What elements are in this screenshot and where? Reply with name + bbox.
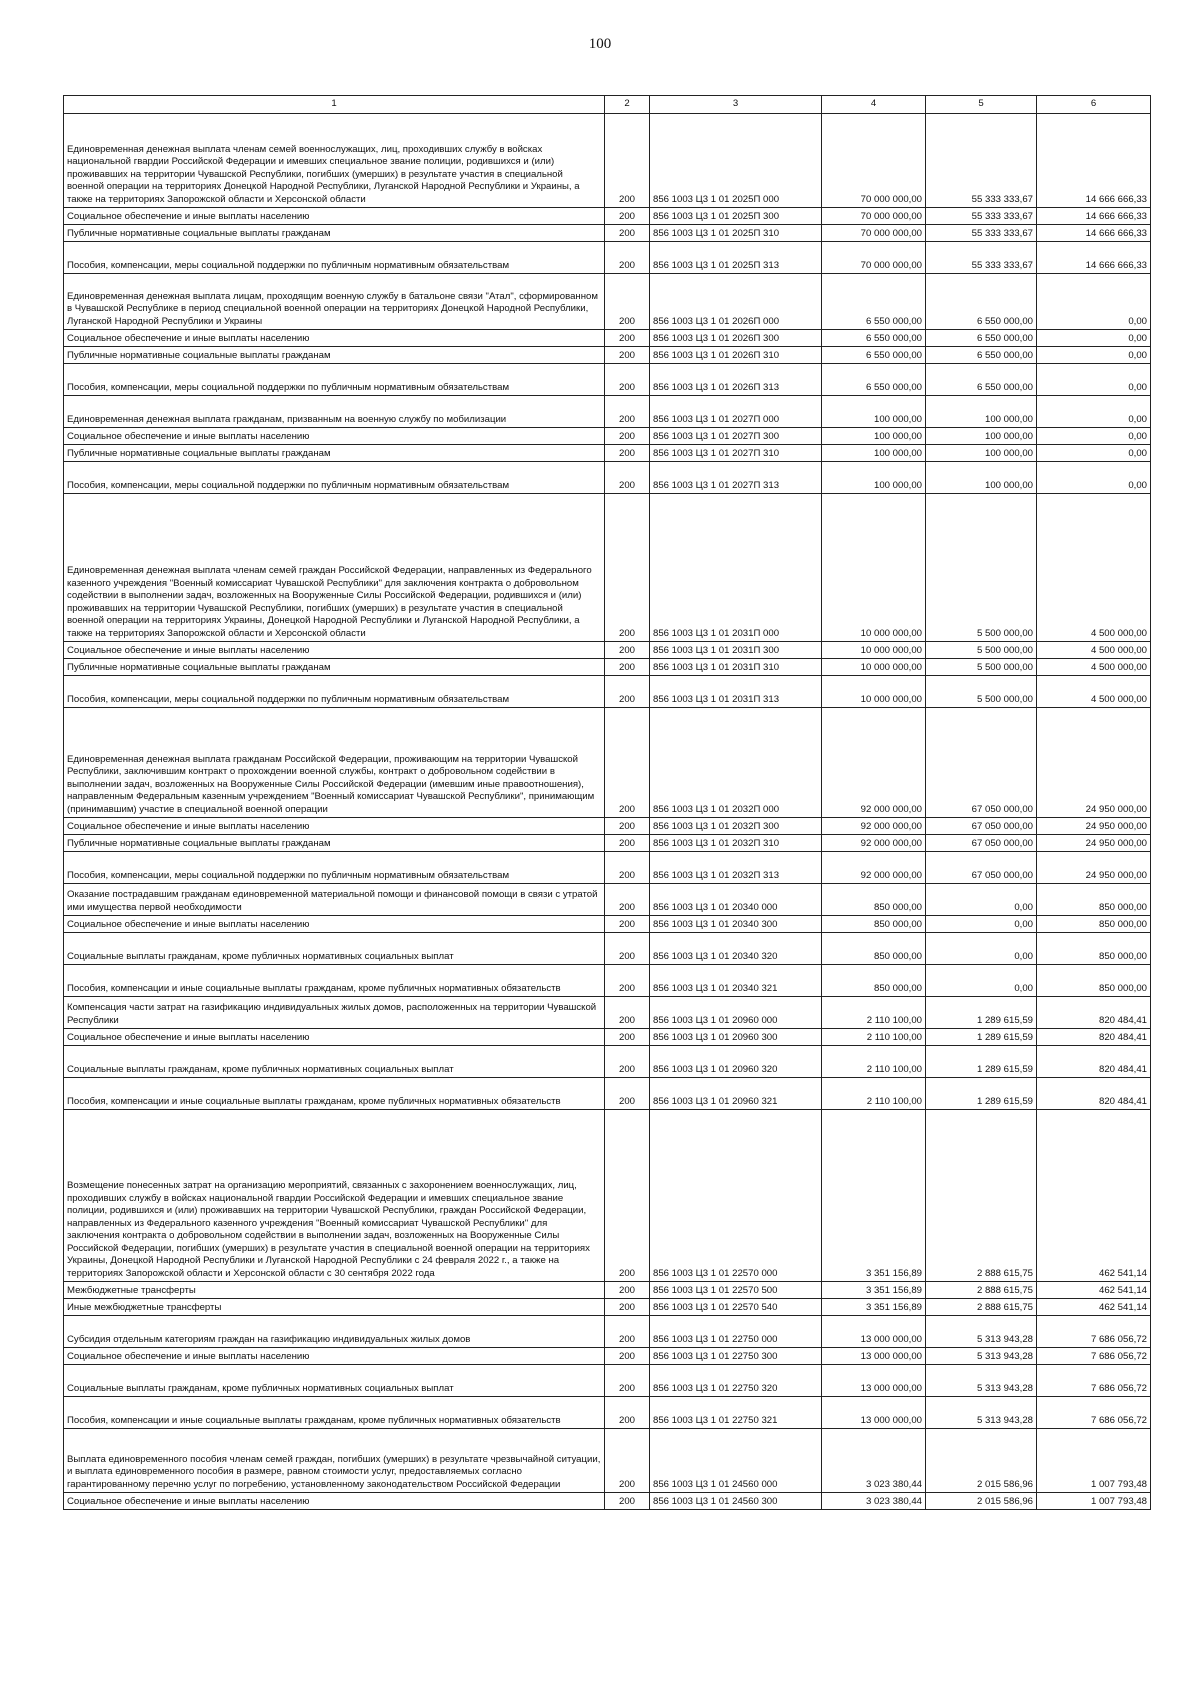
row-value-col4: 70 000 000,00 — [822, 208, 926, 225]
row-value-col4: 3 351 156,89 — [822, 1299, 926, 1316]
table-row — [64, 330, 1151, 347]
row-code: 200 — [605, 242, 650, 274]
table-row — [64, 494, 1151, 642]
row-kbk: 856 1003 Ц3 1 01 2027П 313 — [650, 462, 822, 494]
header-col-1: 1 — [64, 96, 605, 114]
row-name: Единовременная денежная выплата гражданам Российской Федерации, проживающим на территории Чувашской Республики, заключившим контракт о прохождении военной службы, контракт о добровольном содействии в выполнении задач, возложенных на Вооруженные Силы Российской Федерации (имевшим иные правоотношения), направленным Федеральным казенным учреждением "Военный комиссариат Чувашской Республики", принимающим (принимавшим) участие в специальной военной операции — [64, 708, 605, 818]
row-code: 200 — [605, 225, 650, 242]
row-value-col6: 0,00 — [1037, 274, 1151, 330]
row-value-col4: 92 000 000,00 — [822, 852, 926, 884]
row-name: Пособия, компенсации и иные социальные выплаты гражданам, кроме публичных нормативных обязательств — [64, 1078, 605, 1110]
row-code: 200 — [605, 1299, 650, 1316]
row-name: Социальное обеспечение и иные выплаты населению — [64, 428, 605, 445]
row-code: 200 — [605, 1348, 650, 1365]
row-value-col4: 10 000 000,00 — [822, 676, 926, 708]
row-code: 200 — [605, 396, 650, 428]
table-row — [64, 1348, 1151, 1365]
row-value-col5: 55 333 333,67 — [926, 225, 1037, 242]
row-value-col6: 14 666 666,33 — [1037, 242, 1151, 274]
row-name: Социальное обеспечение и иные выплаты населению — [64, 916, 605, 933]
row-code: 200 — [605, 330, 650, 347]
row-value-col6: 0,00 — [1037, 428, 1151, 445]
row-code: 200 — [605, 1110, 650, 1282]
row-name: Социальное обеспечение и иные выплаты населению — [64, 330, 605, 347]
row-value-col4: 2 110 100,00 — [822, 1046, 926, 1078]
row-kbk: 856 1003 Ц3 1 01 2031П 310 — [650, 659, 822, 676]
row-value-col6: 0,00 — [1037, 330, 1151, 347]
row-kbk: 856 1003 Ц3 1 01 2031П 300 — [650, 642, 822, 659]
row-kbk: 856 1003 Ц3 1 01 22750 000 — [650, 1316, 822, 1348]
row-value-col4: 850 000,00 — [822, 965, 926, 997]
row-value-col4: 70 000 000,00 — [822, 225, 926, 242]
row-value-col6: 4 500 000,00 — [1037, 494, 1151, 642]
row-kbk: 856 1003 Ц3 1 01 2025П 300 — [650, 208, 822, 225]
row-value-col4: 2 110 100,00 — [822, 997, 926, 1029]
row-name: Единовременная денежная выплата членам семей граждан Российской Федерации, направленных из Федерального казенного учреждения "Военный комиссариат Чувашской Республики" для заключения контракта о добровольном содействии в выполнении задач, возложенных на Вооруженные Силы Российской Федерации, родившихся и (или) проживавших на территории Чувашской Республики, погибших (умерших) в результате участия в специальной военной операции на территориях Украины, Донецкой Народной Республики и Луганской Народной Республики, а также на территориях Запорожской области и Херсонской области — [64, 494, 605, 642]
row-value-col6: 0,00 — [1037, 396, 1151, 428]
table-row — [64, 225, 1151, 242]
row-value-col4: 6 550 000,00 — [822, 347, 926, 364]
row-value-col4: 100 000,00 — [822, 445, 926, 462]
row-value-col4: 850 000,00 — [822, 884, 926, 916]
header-col-5: 5 — [926, 96, 1037, 114]
row-kbk: 856 1003 Ц3 1 01 2032П 000 — [650, 708, 822, 818]
row-name: Социальные выплаты гражданам, кроме публичных нормативных социальных выплат — [64, 1365, 605, 1397]
row-code: 200 — [605, 708, 650, 818]
table-row — [64, 1282, 1151, 1299]
row-value-col6: 7 686 056,72 — [1037, 1316, 1151, 1348]
row-kbk: 856 1003 Ц3 1 01 20340 321 — [650, 965, 822, 997]
row-name: Межбюджетные трансферты — [64, 1282, 605, 1299]
row-kbk: 856 1003 Ц3 1 01 20960 321 — [650, 1078, 822, 1110]
row-name: Социальные выплаты гражданам, кроме публичных нормативных социальных выплат — [64, 1046, 605, 1078]
row-value-col5: 2 888 615,75 — [926, 1110, 1037, 1282]
row-code: 200 — [605, 884, 650, 916]
row-name: Пособия, компенсации, меры социальной поддержки по публичным нормативным обязательствам — [64, 462, 605, 494]
row-name: Субсидия отдельным категориям граждан на газификацию индивидуальных жилых домов — [64, 1316, 605, 1348]
header-col-6: 6 — [1037, 96, 1151, 114]
table-row — [64, 1110, 1151, 1282]
table-row — [64, 1029, 1151, 1046]
row-kbk: 856 1003 Ц3 1 01 2027П 310 — [650, 445, 822, 462]
row-value-col4: 100 000,00 — [822, 462, 926, 494]
row-code: 200 — [605, 1365, 650, 1397]
row-kbk: 856 1003 Ц3 1 01 22750 320 — [650, 1365, 822, 1397]
row-code: 200 — [605, 642, 650, 659]
table-row — [64, 965, 1151, 997]
row-code: 200 — [605, 274, 650, 330]
row-name: Пособия, компенсации, меры социальной поддержки по публичным нормативным обязательствам — [64, 676, 605, 708]
row-code: 200 — [605, 835, 650, 852]
row-code: 200 — [605, 676, 650, 708]
row-value-col4: 100 000,00 — [822, 428, 926, 445]
table-body — [64, 114, 1151, 1510]
budget-table — [63, 95, 1151, 1510]
table-row — [64, 1046, 1151, 1078]
row-name: Социальное обеспечение и иные выплаты населению — [64, 642, 605, 659]
row-value-col4: 10 000 000,00 — [822, 659, 926, 676]
table-row — [64, 1397, 1151, 1429]
row-name: Оказание пострадавшим гражданам единовременной материальной помощи и финансовой помощи в связи с утратой ими имущества первой необходимости — [64, 884, 605, 916]
row-code: 200 — [605, 1397, 650, 1429]
row-value-col6: 820 484,41 — [1037, 1029, 1151, 1046]
row-value-col5: 100 000,00 — [926, 462, 1037, 494]
row-value-col4: 2 110 100,00 — [822, 1078, 926, 1110]
row-value-col4: 6 550 000,00 — [822, 330, 926, 347]
row-value-col6: 820 484,41 — [1037, 1078, 1151, 1110]
row-value-col6: 0,00 — [1037, 347, 1151, 364]
table-row — [64, 274, 1151, 330]
row-value-col6: 4 500 000,00 — [1037, 676, 1151, 708]
table-row — [64, 659, 1151, 676]
row-value-col5: 1 289 615,59 — [926, 997, 1037, 1029]
row-value-col5: 1 289 615,59 — [926, 1078, 1037, 1110]
table-row — [64, 364, 1151, 396]
row-value-col5: 100 000,00 — [926, 396, 1037, 428]
row-kbk: 856 1003 Ц3 1 01 24560 300 — [650, 1493, 822, 1510]
row-value-col6: 0,00 — [1037, 364, 1151, 396]
row-value-col5: 1 289 615,59 — [926, 1046, 1037, 1078]
row-kbk: 856 1003 Ц3 1 01 2031П 000 — [650, 494, 822, 642]
row-kbk: 856 1003 Ц3 1 01 2031П 313 — [650, 676, 822, 708]
row-value-col6: 7 686 056,72 — [1037, 1397, 1151, 1429]
row-kbk: 856 1003 Ц3 1 01 22570 540 — [650, 1299, 822, 1316]
row-code: 200 — [605, 1029, 650, 1046]
row-kbk: 856 1003 Ц3 1 01 22570 000 — [650, 1110, 822, 1282]
table-row — [64, 916, 1151, 933]
table-row — [64, 208, 1151, 225]
row-name: Пособия, компенсации, меры социальной поддержки по публичным нормативным обязательствам — [64, 242, 605, 274]
row-name: Пособия, компенсации и иные социальные выплаты гражданам, кроме публичных нормативных обязательств — [64, 1397, 605, 1429]
row-name: Пособия, компенсации, меры социальной поддержки по публичным нормативным обязательствам — [64, 852, 605, 884]
header-col-2: 2 — [605, 96, 650, 114]
row-value-col6: 462 541,14 — [1037, 1110, 1151, 1282]
row-value-col6: 24 950 000,00 — [1037, 835, 1151, 852]
row-kbk: 856 1003 Ц3 1 01 20960 320 — [650, 1046, 822, 1078]
row-value-col6: 4 500 000,00 — [1037, 659, 1151, 676]
row-value-col5: 55 333 333,67 — [926, 242, 1037, 274]
table-row — [64, 997, 1151, 1029]
row-value-col4: 3 351 156,89 — [822, 1282, 926, 1299]
row-kbk: 856 1003 Ц3 1 01 20340 000 — [650, 884, 822, 916]
row-kbk: 856 1003 Ц3 1 01 22570 500 — [650, 1282, 822, 1299]
row-code: 200 — [605, 1078, 650, 1110]
row-name: Компенсация части затрат на газификацию индивидуальных жилых домов, расположенных на территории Чувашской Республики — [64, 997, 605, 1029]
row-code: 200 — [605, 916, 650, 933]
row-value-col6: 462 541,14 — [1037, 1282, 1151, 1299]
row-value-col5: 5 500 000,00 — [926, 642, 1037, 659]
row-value-col4: 3 023 380,44 — [822, 1493, 926, 1510]
row-name: Возмещение понесенных затрат на организацию мероприятий, связанных с захоронением военнослужащих, лиц, проходивших службу в войсках национальной гвардии Российской Федерации и имевших специальное звание полиции, родившихся и (или) проживавших на территории Чувашской Республики, граждан Российской Федерации, направленных из Федерального казенного учреждения "Военный комиссариат Чувашской Республики" для заключения контракта о добровольном содействии в выполнении задач, возложенных на Вооруженные Силы Российской Федерации, погибших (умерших) в результате участия в специальной военной операции на территориях Украины, Донецкой Народной Республики и Луганской Народной Республики с 24 февраля 2022 г., а также на территориях Запорожской области и Херсонской области с 30 сентября 2022 года — [64, 1110, 605, 1282]
row-value-col5: 5 313 943,28 — [926, 1397, 1037, 1429]
row-value-col4: 10 000 000,00 — [822, 642, 926, 659]
row-kbk: 856 1003 Ц3 1 01 2026П 300 — [650, 330, 822, 347]
row-value-col5: 2 888 615,75 — [926, 1299, 1037, 1316]
row-code: 200 — [605, 965, 650, 997]
row-value-col4: 6 550 000,00 — [822, 274, 926, 330]
table-row — [64, 884, 1151, 916]
table-row — [64, 347, 1151, 364]
row-value-col5: 6 550 000,00 — [926, 364, 1037, 396]
row-name: Публичные нормативные социальные выплаты гражданам — [64, 347, 605, 364]
row-value-col4: 13 000 000,00 — [822, 1348, 926, 1365]
row-code: 200 — [605, 818, 650, 835]
row-value-col4: 92 000 000,00 — [822, 708, 926, 818]
row-value-col5: 1 289 615,59 — [926, 1029, 1037, 1046]
row-code: 200 — [605, 1316, 650, 1348]
row-name: Социальное обеспечение и иные выплаты населению — [64, 818, 605, 835]
row-code: 200 — [605, 494, 650, 642]
row-value-col6: 850 000,00 — [1037, 933, 1151, 965]
row-code: 200 — [605, 462, 650, 494]
row-value-col6: 7 686 056,72 — [1037, 1365, 1151, 1397]
row-value-col4: 92 000 000,00 — [822, 835, 926, 852]
row-value-col6: 24 950 000,00 — [1037, 818, 1151, 835]
header-row — [64, 96, 1151, 114]
row-value-col5: 5 313 943,28 — [926, 1316, 1037, 1348]
row-value-col4: 13 000 000,00 — [822, 1316, 926, 1348]
row-value-col5: 6 550 000,00 — [926, 274, 1037, 330]
row-code: 200 — [605, 364, 650, 396]
row-code: 200 — [605, 114, 650, 208]
row-name: Публичные нормативные социальные выплаты гражданам — [64, 835, 605, 852]
row-kbk: 856 1003 Ц3 1 01 2032П 300 — [650, 818, 822, 835]
row-value-col6: 850 000,00 — [1037, 916, 1151, 933]
row-value-col5: 2 015 586,96 — [926, 1493, 1037, 1510]
row-kbk: 856 1003 Ц3 1 01 22750 321 — [650, 1397, 822, 1429]
row-value-col4: 13 000 000,00 — [822, 1365, 926, 1397]
row-kbk: 856 1003 Ц3 1 01 2026П 000 — [650, 274, 822, 330]
table-row — [64, 462, 1151, 494]
table-row — [64, 242, 1151, 274]
row-kbk: 856 1003 Ц3 1 01 2027П 000 — [650, 396, 822, 428]
row-value-col4: 70 000 000,00 — [822, 114, 926, 208]
row-value-col5: 100 000,00 — [926, 445, 1037, 462]
row-value-col4: 3 351 156,89 — [822, 1110, 926, 1282]
row-name: Единовременная денежная выплата членам семей военнослужащих, лиц, проходивших службу в войсках национальной гвардии Российской Федерации и имевших специальное звание полиции, родившихся и (или) проживавших на территории Чувашской Республики, погибших (умерших) в результате участия в специальной военной операции на территориях Донецкой Народной Республики, Луганской Народной Республики и Украины, а также на территориях Запорожской области и Херсонской области — [64, 114, 605, 208]
row-value-col4: 2 110 100,00 — [822, 1029, 926, 1046]
row-value-col5: 5 500 000,00 — [926, 659, 1037, 676]
table-row — [64, 114, 1151, 208]
row-name: Выплата единовременного пособия членам семей граждан, погибших (умерших) в результате чрезвычайной ситуации, и выплата единовременного пособия в размере, равном стоимости услуг, предоставляемых согласно гарантированному перечню услуг по погребению, установленному законодательством Российской Федерации — [64, 1429, 605, 1493]
row-code: 200 — [605, 852, 650, 884]
row-value-col6: 7 686 056,72 — [1037, 1348, 1151, 1365]
row-name: Социальные выплаты гражданам, кроме публичных нормативных социальных выплат — [64, 933, 605, 965]
row-value-col5: 67 050 000,00 — [926, 852, 1037, 884]
row-code: 200 — [605, 1046, 650, 1078]
row-code: 200 — [605, 933, 650, 965]
table-row — [64, 835, 1151, 852]
row-kbk: 856 1003 Ц3 1 01 2032П 310 — [650, 835, 822, 852]
row-value-col6: 4 500 000,00 — [1037, 642, 1151, 659]
row-value-col6: 24 950 000,00 — [1037, 852, 1151, 884]
row-value-col6: 850 000,00 — [1037, 965, 1151, 997]
table-row — [64, 1299, 1151, 1316]
row-value-col4: 70 000 000,00 — [822, 242, 926, 274]
row-value-col4: 92 000 000,00 — [822, 818, 926, 835]
row-code: 200 — [605, 1429, 650, 1493]
row-kbk: 856 1003 Ц3 1 01 2026П 313 — [650, 364, 822, 396]
page-number: 100 — [588, 36, 612, 52]
row-value-col5: 0,00 — [926, 965, 1037, 997]
row-value-col6: 1 007 793,48 — [1037, 1493, 1151, 1510]
row-kbk: 856 1003 Ц3 1 01 2027П 300 — [650, 428, 822, 445]
table-row — [64, 1078, 1151, 1110]
row-value-col4: 10 000 000,00 — [822, 494, 926, 642]
row-name: Единовременная денежная выплата лицам, проходящим военную службу в батальоне связи "Атал", сформированном в Чувашской Республике в период специальной военной операции на территориях Донецкой Народной Республики, Луганской Народной Республики и Украины — [64, 274, 605, 330]
row-value-col6: 820 484,41 — [1037, 1046, 1151, 1078]
row-kbk: 856 1003 Ц3 1 01 20960 000 — [650, 997, 822, 1029]
row-value-col5: 0,00 — [926, 916, 1037, 933]
row-kbk: 856 1003 Ц3 1 01 20340 300 — [650, 916, 822, 933]
row-code: 200 — [605, 208, 650, 225]
row-value-col5: 6 550 000,00 — [926, 347, 1037, 364]
row-value-col5: 67 050 000,00 — [926, 818, 1037, 835]
row-kbk: 856 1003 Ц3 1 01 2025П 000 — [650, 114, 822, 208]
row-value-col6: 0,00 — [1037, 462, 1151, 494]
row-value-col5: 2 888 615,75 — [926, 1282, 1037, 1299]
row-value-col4: 3 023 380,44 — [822, 1429, 926, 1493]
row-name: Социальное обеспечение и иные выплаты населению — [64, 1493, 605, 1510]
row-value-col5: 5 500 000,00 — [926, 494, 1037, 642]
row-kbk: 856 1003 Ц3 1 01 2025П 310 — [650, 225, 822, 242]
row-value-col6: 820 484,41 — [1037, 997, 1151, 1029]
row-value-col6: 24 950 000,00 — [1037, 708, 1151, 818]
table-row — [64, 428, 1151, 445]
row-code: 200 — [605, 1493, 650, 1510]
row-value-col5: 6 550 000,00 — [926, 330, 1037, 347]
row-value-col5: 5 500 000,00 — [926, 676, 1037, 708]
row-value-col6: 14 666 666,33 — [1037, 208, 1151, 225]
row-kbk: 856 1003 Ц3 1 01 22750 300 — [650, 1348, 822, 1365]
row-value-col6: 1 007 793,48 — [1037, 1429, 1151, 1493]
row-code: 200 — [605, 1282, 650, 1299]
table-row — [64, 708, 1151, 818]
row-code: 200 — [605, 997, 650, 1029]
row-name: Пособия, компенсации и иные социальные выплаты гражданам, кроме публичных нормативных обязательств — [64, 965, 605, 997]
row-kbk: 856 1003 Ц3 1 01 2025П 313 — [650, 242, 822, 274]
table-row — [64, 852, 1151, 884]
row-value-col5: 0,00 — [926, 933, 1037, 965]
row-code: 200 — [605, 428, 650, 445]
row-name: Публичные нормативные социальные выплаты гражданам — [64, 445, 605, 462]
row-value-col4: 100 000,00 — [822, 396, 926, 428]
row-value-col6: 14 666 666,33 — [1037, 114, 1151, 208]
table-row — [64, 642, 1151, 659]
header-col-3: 3 — [650, 96, 822, 114]
table-row — [64, 1365, 1151, 1397]
row-value-col6: 462 541,14 — [1037, 1299, 1151, 1316]
header-col-4: 4 — [822, 96, 926, 114]
table-row — [64, 445, 1151, 462]
row-value-col5: 55 333 333,67 — [926, 208, 1037, 225]
row-name: Социальное обеспечение и иные выплаты населению — [64, 1348, 605, 1365]
row-kbk: 856 1003 Ц3 1 01 2032П 313 — [650, 852, 822, 884]
row-value-col6: 14 666 666,33 — [1037, 225, 1151, 242]
row-value-col4: 13 000 000,00 — [822, 1397, 926, 1429]
row-code: 200 — [605, 347, 650, 364]
row-value-col4: 850 000,00 — [822, 916, 926, 933]
table-row — [64, 1493, 1151, 1510]
row-value-col4: 850 000,00 — [822, 933, 926, 965]
row-kbk: 856 1003 Ц3 1 01 20960 300 — [650, 1029, 822, 1046]
row-value-col5: 55 333 333,67 — [926, 114, 1037, 208]
table-row — [64, 676, 1151, 708]
row-code: 200 — [605, 445, 650, 462]
row-name: Социальное обеспечение и иные выплаты населению — [64, 1029, 605, 1046]
row-value-col5: 2 015 586,96 — [926, 1429, 1037, 1493]
row-name: Публичные нормативные социальные выплаты гражданам — [64, 225, 605, 242]
row-kbk: 856 1003 Ц3 1 01 20340 320 — [650, 933, 822, 965]
row-value-col5: 67 050 000,00 — [926, 708, 1037, 818]
table-row — [64, 818, 1151, 835]
row-value-col4: 6 550 000,00 — [822, 364, 926, 396]
row-name: Социальное обеспечение и иные выплаты населению — [64, 208, 605, 225]
table-row — [64, 396, 1151, 428]
row-value-col6: 850 000,00 — [1037, 884, 1151, 916]
row-value-col5: 100 000,00 — [926, 428, 1037, 445]
row-value-col5: 5 313 943,28 — [926, 1365, 1037, 1397]
row-value-col6: 0,00 — [1037, 445, 1151, 462]
row-kbk: 856 1003 Ц3 1 01 24560 000 — [650, 1429, 822, 1493]
row-name: Пособия, компенсации, меры социальной поддержки по публичным нормативным обязательствам — [64, 364, 605, 396]
table-row — [64, 1316, 1151, 1348]
row-value-col5: 67 050 000,00 — [926, 835, 1037, 852]
row-code: 200 — [605, 659, 650, 676]
row-value-col5: 5 313 943,28 — [926, 1348, 1037, 1365]
table-row — [64, 1429, 1151, 1493]
row-kbk: 856 1003 Ц3 1 01 2026П 310 — [650, 347, 822, 364]
table-row — [64, 933, 1151, 965]
row-name: Публичные нормативные социальные выплаты гражданам — [64, 659, 605, 676]
row-value-col5: 0,00 — [926, 884, 1037, 916]
row-name: Единовременная денежная выплата гражданам, призванным на военную службу по мобилизации — [64, 396, 605, 428]
row-name: Иные межбюджетные трансферты — [64, 1299, 605, 1316]
